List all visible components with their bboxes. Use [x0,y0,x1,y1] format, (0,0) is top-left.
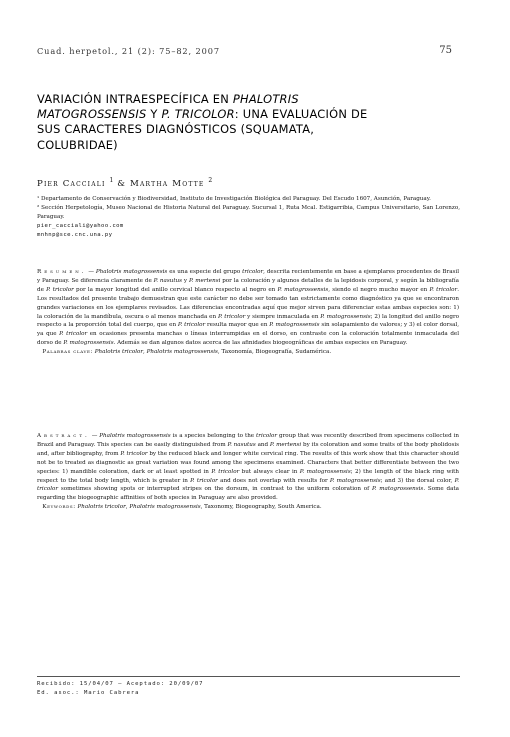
affiliation-1: ¹ Departamento de Conservación y Biodiversidad, Instituto de Investigación Biológica del Paraguay. Del Escudo 1607, Asunción, Paraguay. [37,196,431,202]
species-name: tricolor [242,269,264,275]
resumen-paragraph: Resumen. — Phalotris matogrossensis es una especie del grupo tricolor, descrita recientemente en base a ejemplares procedentes de Brasil y Paraguay. Se diferencia claramente de P. nasutus y P. mertensi por la coloración y algunos detalles de la lepidosis corporal, y según la bibliografía de P. tricolor por la mayor longitud del anillo cervical blanco respecto al negro en P. matogrossensis, siendo el negro mucho mayor en P. tricolor. Los resultados del presente trabajo demuestran que este carácter no debe ser tomado tan estrictamente como diagnóstico ya que se encontraron grandes variaciones en los ejemplares revisados. Las diferencias encontradas aquí que mejor sirven para diferenciar estas ambas especies son: 1) la coloración de la mandíbula, oscura o al menos manchada en P. tricolor y siempre inmaculada en P. matogrossensis; 2) la longitud del anillo negro respecto a la proporción total del cuerpo, que en P. tricolor resulta mayor que en P. matogrossensis sin solapamiento de valores; y 3) el color dorsal, ya que P. tricolor en ocasiones presenta manchas o líneas interrumpidas en el dorso, en contraste con la coloración totalmente inmaculada del dorso de P. matogrossensis. Además se dan algunos datos acerca de las afinidades biogeográficas de ambas especies en Paraguay. [37,269,460,347]
affiliation-marker: 1 [109,177,114,184]
species-name: P. matogrossensis [63,340,114,347]
species-name: Phalotris matogrossensis [99,433,171,439]
species-name: P. nasutus [227,441,256,448]
resumen-section [37,268,459,357]
species-name: P. tricolor [120,450,148,457]
affiliations [37,195,460,240]
author-name: Martha Motte [130,178,205,189]
page-number: 75 [439,45,452,56]
species-name: P. tricolor [211,468,240,475]
title-line-4: COLUBRIDAE) [37,137,118,152]
species-name: P. tricolor [429,286,458,293]
species-name: P. tricolor [37,477,460,493]
title-genus: PHALOTRIS [232,92,299,106]
abstract-label: Abstract. [37,433,90,439]
keywords-label: Keywords: [42,504,76,511]
species-name: P. matogrossensis [299,468,351,475]
journal-citation: Cuad. herpetol., 21 (2): 75–82, 2007 [37,46,220,56]
abstract-keywords: Keywords: Phalotris tricolor, Phalotris matogrossensis, Taxonomy, Biogeography, South America. [42,504,322,511]
species-name: Phalotris matogrossensis [95,269,168,275]
species-name: Phalotris tricolor [94,349,144,356]
species-name: P. tricolor [217,313,246,320]
title-species: MATOGROSSENSIS [37,107,147,122]
species-name: P. tricolor [46,286,74,293]
species-name: P. nasutus [153,277,183,284]
abstract-paragraph: Abstract. — Phalotris matogrossensis is a species belonging to the tricolor group that was recently described from specimens collected in Brazil and Paraguay. This species can be easily distinguished from P. nasutus and P. mertensi by its coloration and some traits of the body pholidosis and, after bibliography, from P. tricolor by the reduced black and longer white cervical ring. The results of this work show that this character should not be to treated as diagnostic as great variation was found among the specimens examined. Characters that better differentiate between the two species: 1) mandible coloration, dark or at least spotted in P. tricolor but always clear in P. matogrossensis; 2) the length of the black ring with respect to the total body length, which is greater in P. tricolor and does not overlap with results for P. matogrossensis; and 3) the dorsal color, P. tricolor sometimes showing spots or interrupted stripes on the dorsum, in contrast to the uniform coloration of P. matogrossensis. Some data regarding the biogeographic affinities of both species in Paraguay are also provided. [37,433,460,502]
species-name: P. mertensi [188,277,221,284]
affiliation-marker: 2 [208,177,213,184]
species-name: Phalotris matogrossensis [129,504,201,511]
title-text: Y [146,107,162,122]
species-name: P. matogrossensis [320,313,371,320]
article-title [37,92,457,153]
title-line-2 [37,107,457,122]
associate-editor: Ed. asoc.: Mario Cabrera [37,689,140,696]
species-name: P. tricolor [190,477,218,484]
species-name: P. tricolor [59,331,88,338]
species-name: tricolor [256,433,278,439]
species-name: P. matogrossensis [372,486,424,493]
abstract-section [37,432,459,512]
keywords-label: Palabras clave: [42,349,93,356]
running-header [37,46,452,60]
species-name: P. matogrossensis [277,286,329,293]
title-species: P. TRICOLOR [161,107,235,122]
submission-info [37,680,203,698]
species-name: P. matogrossensis [329,477,381,484]
received-accepted-dates: Recibido: 15/04/07 — Aceptado: 20/09/07 [37,681,204,687]
author-list [37,177,212,189]
title-line-3: SUS CARACTERES DIAGNÓSTICOS (SQUAMATA, [37,122,315,137]
affiliation-2: ² Sección Herpetología, Museo Nacional de Historia Natural del Paraguay. Sucursal 1, Ruta Mcal. Estigarribia, Campus Universitario, San Lorenzo, Paraguay. [37,204,460,220]
author-separator: & [113,178,131,189]
title-text: VARIACIÓN INTRAESPECÍFICA EN [37,92,233,106]
email-1[interactable]: pier_cacciali@yahoo.com [37,222,124,229]
title-line-1 [37,92,457,107]
species-name: P. tricolor [177,322,206,329]
species-name: P. matogrossensis [269,322,320,329]
species-name: Phalotris matogrossensis [146,349,218,356]
species-name: Phalotris tricolor [77,504,126,511]
footer-rule [37,676,460,677]
author-name: Pier Cacciali [37,178,106,189]
resumen-label: Resumen. [37,269,87,275]
title-text: : UNA EVALUACIÓN DE [234,107,368,122]
species-name: P. mertensi [269,441,302,448]
email-2[interactable]: mnhnp@sce.cnc.una.py [37,231,113,238]
resumen-keywords: Palabras clave: Phalotris tricolor, Phalotris matogrossensis, Taxonomía, Biogeografía, Sudamérica. [42,349,332,356]
